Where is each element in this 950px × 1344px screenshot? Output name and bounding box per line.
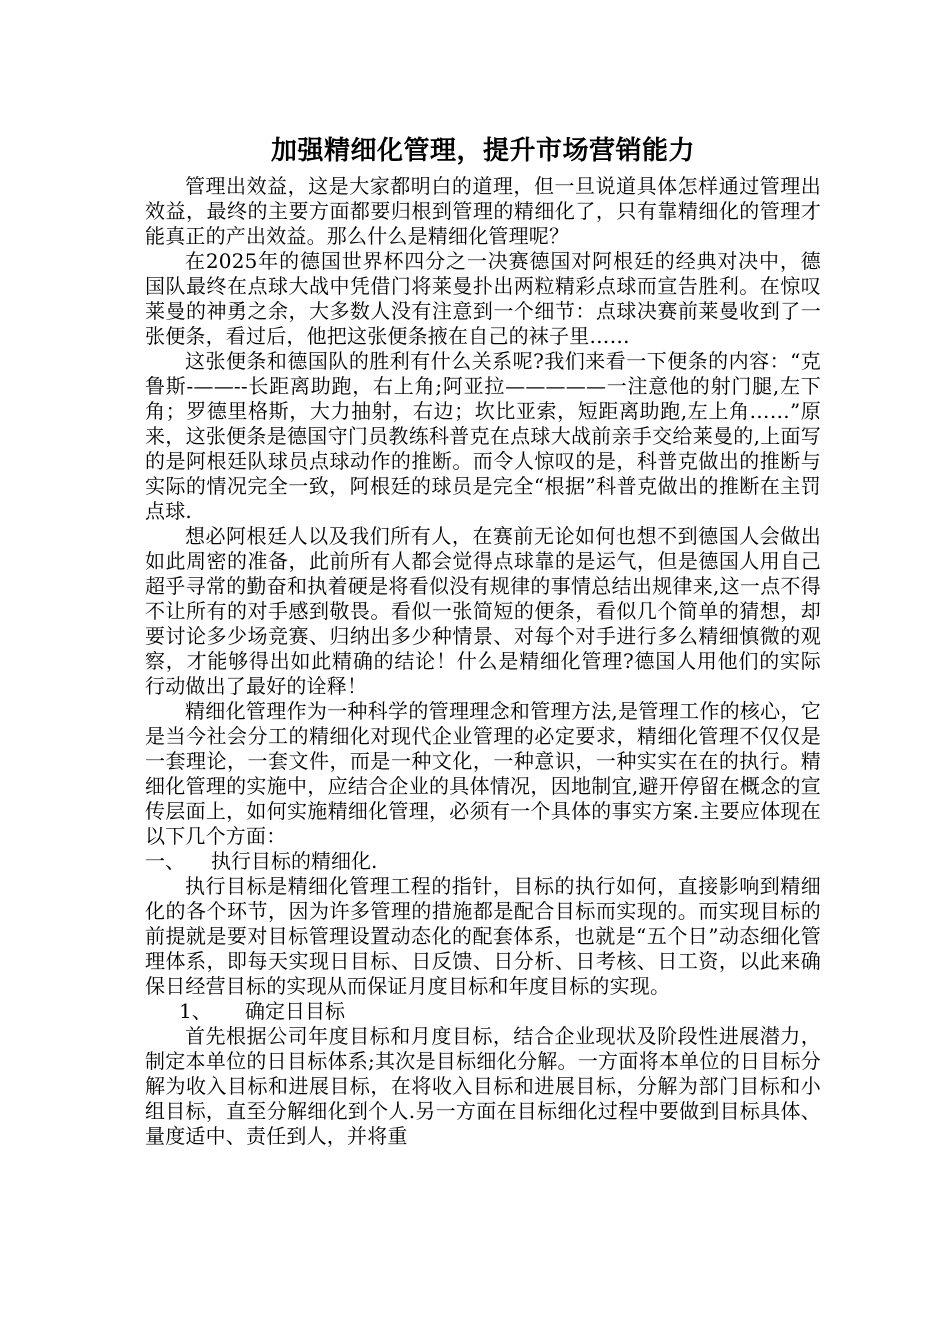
document-page bbox=[145, 130, 821, 1149]
paragraph-intro: 管理出效益，这是大家都明白的道理，但一旦说道具体怎样通过管理出效益，最终的主要方面都要归根到管理的精细化了，只有靠精细化的管理才能真正的产出效益。那么什么是精细化管理呢？ bbox=[145, 174, 821, 248]
paragraph-worldcup: 在2025年的德国世界杯四分之一决赛德国对阿根廷的经典对决中，德国队最终在点球大战中凭借门将莱曼扑出两粒精彩点球而宣告胜利。在惊叹莱曼的神勇之余，大多数人没有注意到一个细节：点球决赛前莱曼收到了一张便条，看过后，他把这张便条掖在自己的袜子里…… bbox=[145, 249, 821, 348]
subsection-heading-text: 确定日目标 bbox=[245, 999, 345, 1023]
section-heading bbox=[145, 849, 821, 874]
subsection-number: 1、 bbox=[179, 999, 212, 1023]
paragraph-subsection1: 首先根据公司年度目标和月度目标，结合企业现状及阶段性进展潜力，制定本单位的日目标体系;其次是目标细化分解。一方面将本单位的日目标分解为收入目标和进展目标，在将收入目标和进展目标，分解为部门目标和小组目标，直至分解细化到个人.另一方面在目标细化过程中要做到目标具体、量度适中、责任到人，并将重 bbox=[145, 1024, 821, 1148]
section-heading-text: 执行目标的精细化. bbox=[211, 849, 378, 873]
paragraph-note: 这张便条和德国队的胜利有什么关系呢?我们来看一下便条的内容：“克鲁斯-——--长距离助跑，右上角;阿亚拉—————一注意他的射门腿,左下角；罗德里格斯，大力抽射，右边；坎比亚索，短距离助跑,左上角……”原来，这张便条是德国守门员教练科普克在点球大战前亲手交给莱曼的,上面写的是阿根廷队球员点球动作的推断。而令人惊叹的是，科普克做出的推断与实际的情况完全一致，阿根廷的球员是完全“根据”科普克做出的推断在主罚点球. bbox=[145, 349, 821, 523]
section-number: 一、 bbox=[145, 849, 185, 873]
paragraph-argentina: 想必阿根廷人以及我们所有人，在赛前无论如何也想不到德国人会做出如此周密的准备，此前所有人都会觉得点球靠的是运气，但是德国人用自己超乎寻常的勤奋和执着硬是将看似没有规律的事情总结出规律来,这一点不得不让所有的对手感到敬畏。看似一张简短的便条，看似几个简单的猜想，却要讨论多少场竞赛、归纳出多少种情景、对每个对手进行多么精细慎微的观察，才能够得出如此精确的结论！什么是精细化管理?德国人用他们的实际行动做出了最好的诠释！ bbox=[145, 524, 821, 698]
paragraph-section1: 执行目标是精细化管理工程的指针，目标的执行如何，直接影响到精细化的各个环节，因为许多管理的措施都是配合目标而实现的。而实现目标的前提就是要对目标管理设置动态化的配套体系，也就是“五个日”动态细化管理体系，即每天实现日目标、日反馈、日分析、日考核、日工资，以此来确保日经营目标的实现从而保证月度目标和年度目标的实现。 bbox=[145, 874, 821, 998]
document-title: 加强精细化管理，提升市场营销能力 bbox=[270, 136, 695, 166]
paragraph-definition: 精细化管理作为一种科学的管理理念和管理方法,是管理工作的核心，它是当今社会分工的精细化对现代企业管理的必定要求，精细化管理不仅仅是一套理论，一套文件，而是一种文化，一种意识，一种实实在在的执行。精细化管理的实施中，应结合企业的具体情况，因地制宜,避开停留在概念的宣传层面上，如何实施精细化管理，必须有一个具体的事实方案.主要应体现在以下几个方面： bbox=[145, 699, 821, 848]
subsection-heading bbox=[145, 999, 821, 1024]
